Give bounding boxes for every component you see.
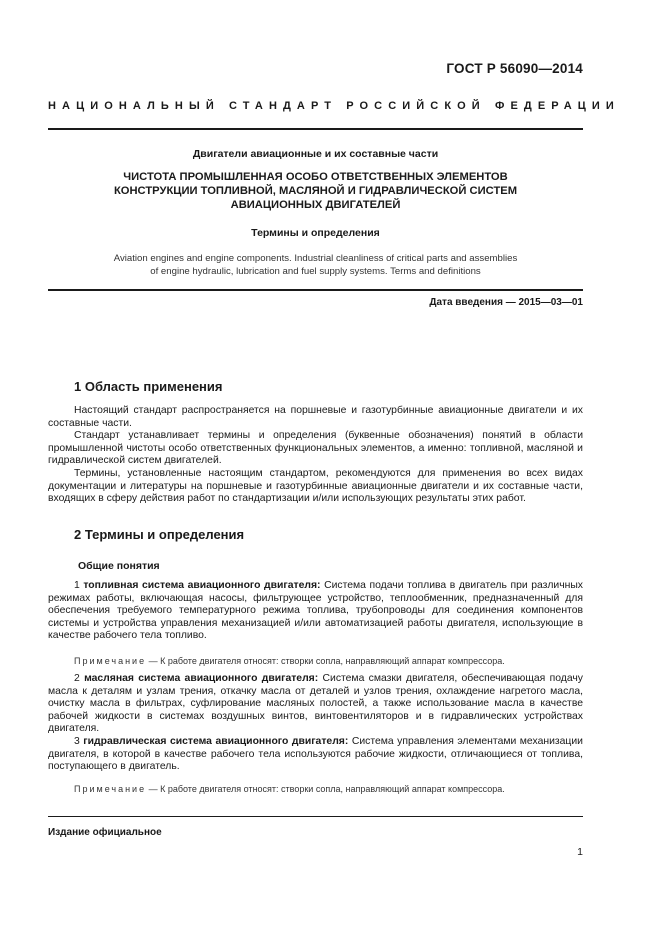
title-line: АВИАЦИОННЫХ ДВИГАТЕЛЕЙ (230, 199, 401, 211)
term-definition: Система подачи топлива в двигатель при различных режимах работы, включающая насосы, фильтрующее устройство, теплообменник, предназначенный для обеспечения требуемого температурного режима топлива, трубопроводы для соединения компонентов системы и устройства управления механизацией и/или автоматизацией работы двигателя, использующие в качестве рабочего тела топливо. (48, 580, 584, 642)
english-title-line: of engine hydraulic, lubrication and fuel supply systems. Terms and definitions (150, 266, 481, 277)
term-number: 3 (74, 735, 84, 747)
document-title (48, 170, 583, 212)
term-number: 2 (74, 673, 85, 684)
document-subtitle: Термины и определения (251, 227, 380, 239)
title-rule (48, 289, 583, 291)
gost-number: ГОСТ Р 56090—2014 (446, 61, 583, 76)
note (48, 784, 583, 795)
term-name: топливная система авиационного двигателя: (83, 580, 321, 591)
term-definition: Система смазки двигателя, обеспечивающая подачу масла к деталям и узлам трения, откачку масла от деталей и узлов трения, охлаждение нагретого масла, очистку масла в фильтрах, суфлирование масляных полостей, а также использование масла в качестве рабочей жидкости в системах воздушных винтов, винтовентиляторов и в гидравлических устройствах двигателя. (48, 673, 583, 735)
term-paragraph (48, 580, 583, 643)
edition-label: Издание официальное (48, 827, 162, 838)
section-heading-scope: 1 Область применения (74, 379, 223, 394)
footer-rule (48, 816, 583, 817)
term-definition: Система управления элементами механизации двигателя, в которой в качестве рабочего тела используются рабочие жидкости, отличающиеся от топлива, поступающего в двигатель. (48, 735, 583, 773)
note (48, 656, 583, 667)
document-category: Двигатели авиационные и их составные части (192, 148, 439, 160)
national-standard-title: НАЦИОНАЛЬНЫЙ СТАНДАРТ РОССИЙСКОЙ ФЕДЕРАЦИИ (48, 100, 620, 112)
term-name: гидравлическая система авиационного двигателя: (83, 735, 349, 747)
paragraph: Настоящий стандарт распространяется на поршневые и газотурбинные авиационные двигатели и их составные части. (48, 405, 583, 429)
term-paragraph (48, 673, 583, 736)
english-title (48, 252, 583, 278)
sub-heading-general: Общие понятия (78, 560, 160, 572)
scope-text (48, 405, 583, 506)
term-paragraph (48, 736, 583, 774)
page-number: 1 (577, 846, 583, 858)
title-line: КОНСТРУКЦИИ ТОПЛИВНОЙ, МАСЛЯНОЙ И ГИДРАВЛИЧЕСКОЙ СИСТЕМ (113, 185, 518, 197)
title-line: ЧИСТОТА ПРОМЫШЛЕННАЯ ОСОБО ОТВЕТСТВЕННЫХ ЭЛЕМЕНТОВ (123, 171, 508, 183)
note-text: — К работе двигателя относят: створки сопла, направляющий аппарат компрессора. (146, 656, 505, 666)
term-name: масляная система авиационного двигателя: (84, 673, 319, 684)
header-rule (48, 128, 583, 130)
note-text: — К работе двигателя относят: створки сопла, направляющий аппарат компрессора. (146, 784, 505, 794)
note-label: Примечание (74, 656, 147, 666)
terms-2-3 (48, 673, 583, 774)
term-1 (48, 580, 583, 643)
note-label: Примечание (74, 784, 147, 794)
introduction-date: Дата введения — 2015—03—01 (429, 297, 583, 308)
term-number: 1 (74, 580, 84, 591)
paragraph: Стандарт устанавливает термины и определения (буквенные обозначения) понятий в области промышленной чистоты особо ответственных функциональных элементов, а именно: топливной, масляной и гидравлической систем двигателей. (48, 430, 583, 467)
paragraph: Термины, установленные настоящим стандартом, рекомендуются для применения во всех видах документации и литературы на поршневые и газотурбинные авиационные двигатели и их составные части, входящих в сферу действия работ по стандартизации и/или использующих результаты этих работ. (48, 467, 583, 505)
english-title-line: Aviation engines and engine components. Industrial cleanliness of critical parts and assemblies (113, 253, 518, 264)
section-heading-terms: 2 Термины и определения (74, 527, 245, 542)
